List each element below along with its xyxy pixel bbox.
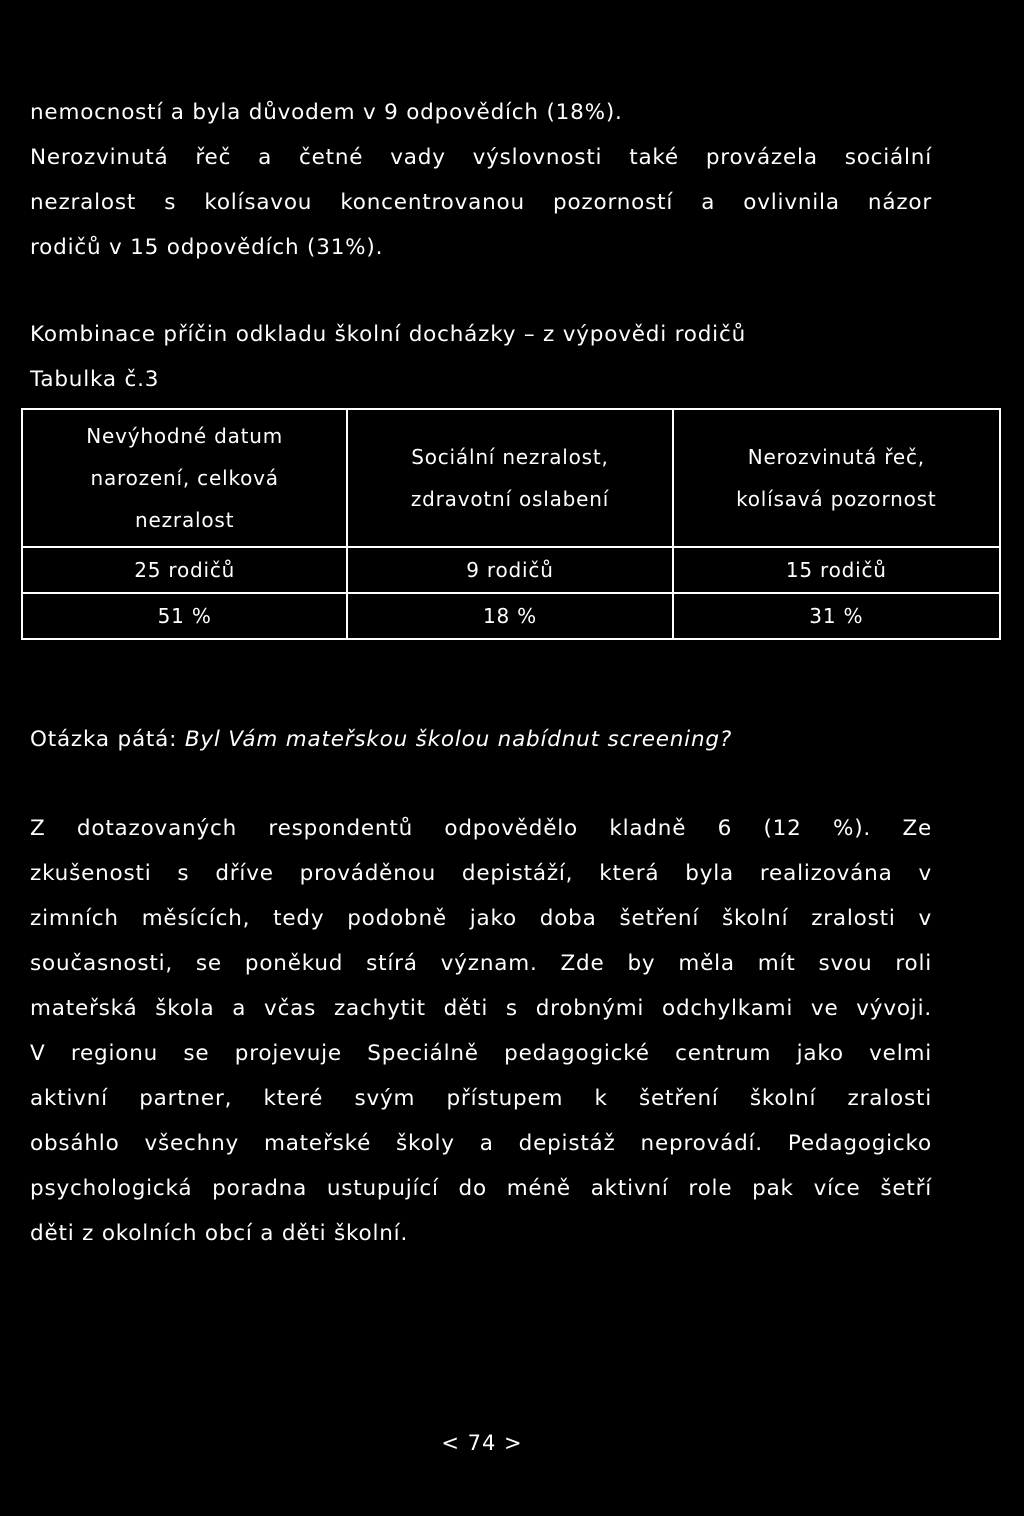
causes-table (21, 408, 1001, 640)
intro-line-4: rodičů v 15 odpovědích (31%). (30, 235, 384, 260)
body-line-1: Z dotazovaných respondentů odpovědělo kladně 6 (12 %). Ze (30, 816, 932, 841)
body-line-5: mateřská škola a včas zachytit děti s drobnými odchylkami ve vývoji. (30, 996, 932, 1021)
table-cell: 15 rodičů (673, 547, 1000, 593)
body-line-8: obsáhlo všechny mateřské školy a depistáž neprovádí. Pedagogicko (30, 1131, 932, 1156)
table-caption: Kombinace příčin odkladu školní docházky – z výpovědi rodičů (30, 322, 747, 347)
page-number: < 74 > (441, 1431, 523, 1455)
header-1-line-2: narození, celková (90, 466, 279, 490)
table-cell: 31 % (673, 593, 1000, 639)
body-line-9: psychologická poradna ustupující do méně aktivní role pak více šetří (30, 1176, 932, 1201)
header-1-line-1: Nevýhodné datum (86, 424, 284, 448)
table-row-percents (22, 593, 1000, 639)
body-line-3: zimních měsících, tedy podobně jako doba šetření školní zralosti v (30, 906, 932, 931)
intro-line-2: Nerozvinutá řeč a četné vady výslovnosti také provázela sociální (30, 145, 932, 170)
table-header-row (22, 409, 1000, 547)
table-cell: 18 % (347, 593, 672, 639)
header-2-line-2: zdravotní oslabení (410, 487, 610, 511)
question-heading (30, 727, 732, 752)
body-line-4: současnosti, se poněkud stírá význam. Zde by měla mít svou roli (30, 951, 932, 976)
table-row-counts (22, 547, 1000, 593)
table-header-cell (22, 409, 347, 547)
header-1-line-3: nezralost (135, 508, 235, 532)
table-header-cell (673, 409, 1000, 547)
question-text: Byl Vám mateřskou školou nabídnut screening? (184, 727, 733, 752)
body-line-7: aktivní partner, které svým přístupem k šetření školní zralosti (30, 1086, 932, 1111)
table-header-cell (347, 409, 672, 547)
body-line-10: děti z okolních obcí a děti školní. (30, 1221, 409, 1246)
body-line-6: V regionu se projevuje Speciálně pedagogické centrum jako velmi (30, 1041, 932, 1066)
question-prefix: Otázka pátá: (30, 727, 185, 752)
header-3-line-2: kolísavá pozornost (736, 487, 937, 511)
table-label: Tabulka č.3 (30, 367, 160, 392)
header-3-line-1: Nerozvinutá řeč, (747, 445, 925, 469)
intro-line-3: nezralost s kolísavou koncentrovanou pozorností a ovlivnila názor (30, 190, 932, 215)
intro-line-1: nemocností a byla důvodem v 9 odpovědích (18%). (30, 100, 623, 125)
table-cell: 9 rodičů (347, 547, 672, 593)
header-2-line-1: Sociální nezralost, (411, 445, 609, 469)
table-cell: 25 rodičů (22, 547, 347, 593)
table-cell: 51 % (22, 593, 347, 639)
body-line-2: zkušenosti s dříve prováděnou depistáží, která byla realizována v (30, 861, 932, 886)
